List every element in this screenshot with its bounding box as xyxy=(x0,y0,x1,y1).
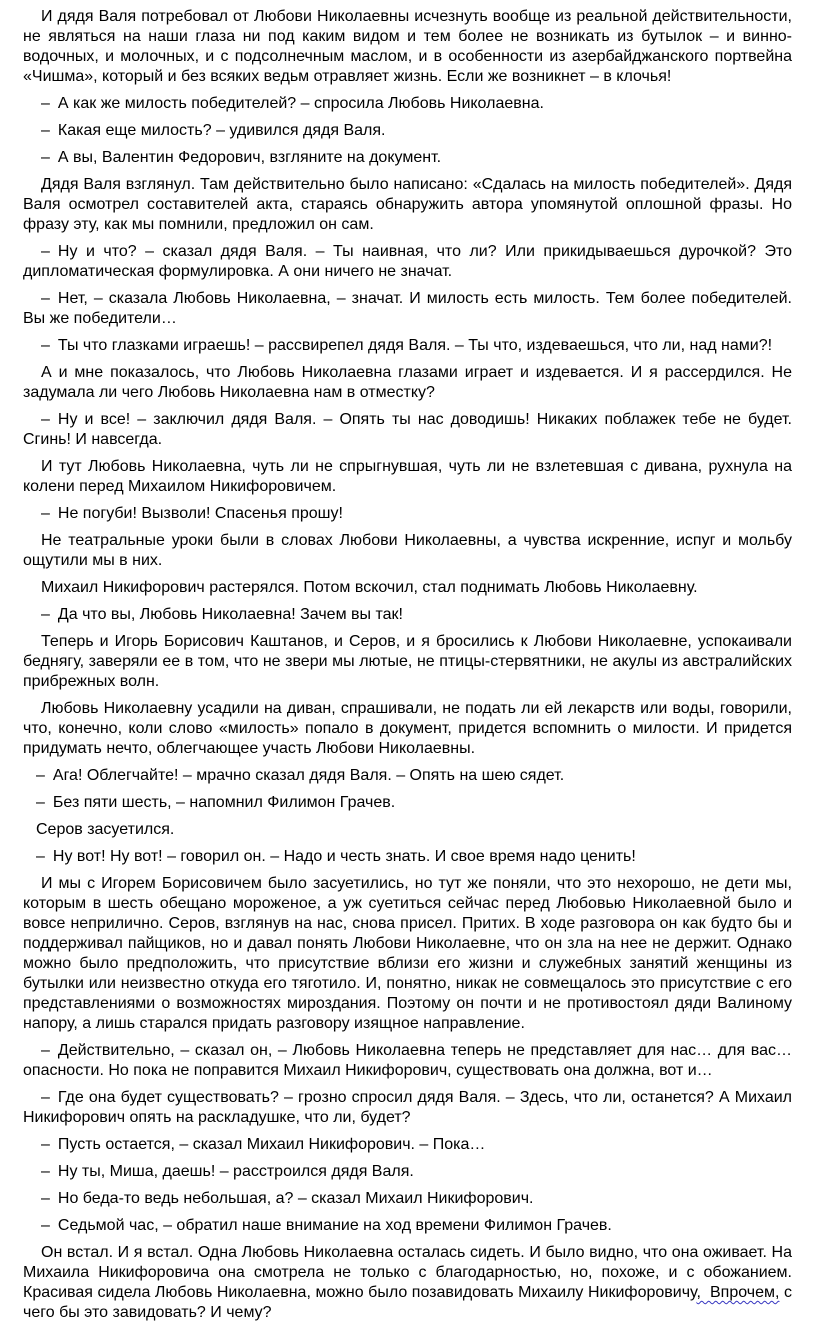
narrative-paragraph xyxy=(23,578,792,598)
narrative-paragraph xyxy=(23,457,792,497)
text-run: Любовь Николаевну усадили на диван, спрашивали, не подать ли ей лекарств или воды, говорили, что, конечно, коли слово «милость» попало в документ, придется вспомнить о милости. И придется придумать нечто, облегчающее участь Любови Николаевны. xyxy=(23,700,792,757)
text-run: – Седьмой час, – обратил наше внимание на ход времени Филимон Грачев. xyxy=(41,1217,612,1234)
text-run: – Ну ты, Миша, даешь! – расстроился дядя Валя. xyxy=(41,1163,414,1180)
text-run: – Ну и что? – сказал дядя Валя. – Ты наивная, что ли? Или прикидываешься дурочкой? Это дипломатическая формулировка. А они ничего не значат. xyxy=(23,243,792,280)
text-run: – Ну и все! – заключил дядя Валя. – Опять ты нас доводишь! Никаких поблажек тебе не будет. Сгинь! И навсегда. xyxy=(23,411,792,448)
text-run: – Ага! Облегчайте! – мрачно сказал дядя Валя. – Опять на шею сядет. xyxy=(36,767,565,784)
narrative-paragraph xyxy=(23,7,792,87)
dialogue-paragraph xyxy=(23,793,792,813)
narrative-paragraph xyxy=(23,363,792,403)
text-run: Не театральные уроки были в словах Любови Николаевны, а чувства искренние, испуг и мольбу ощутили мы в них. xyxy=(23,532,792,569)
narrative-paragraph xyxy=(23,820,792,840)
text-run: Серов засуетился. xyxy=(36,821,175,838)
narrative-paragraph xyxy=(23,1243,792,1323)
text-run: – Действительно, – сказал он, – Любовь Николаевна теперь не представляет для нас… для вас… опасности. Но пока не поправится Михаил Никифорович, существовать она должна, вот и… xyxy=(23,1042,792,1079)
text-run: И тут Любовь Николаевна, чуть ли не спрыгнувшая, чуть ли не взлетевшая с дивана, рухнула на колени перед Михаилом Никифоровичем. xyxy=(23,458,792,495)
dialogue-paragraph xyxy=(23,847,792,867)
dialogue-paragraph xyxy=(23,336,792,356)
text-run: Теперь и Игорь Борисович Каштанов, и Серов, и я бросились к Любови Николаевне, успокаивали беднягу, заверяли ее в том, что не звери мы лютые, не птицы-стервятники, не акулы из австралийских прибрежных волн. xyxy=(23,633,792,690)
dialogue-paragraph xyxy=(23,410,792,450)
text-run: – Ну вот! Ну вот! – говорил он. – Надо и честь знать. И свое время надо ценить! xyxy=(36,848,636,865)
dialogue-paragraph xyxy=(23,1216,792,1236)
dialogue-paragraph xyxy=(23,1041,792,1081)
text-run: – Без пяти шесть, – напомнил Филимон Грачев. xyxy=(36,794,396,811)
dialogue-paragraph xyxy=(23,121,792,141)
dialogue-paragraph xyxy=(23,289,792,329)
dialogue-paragraph xyxy=(23,504,792,524)
text-run: с чего бы это завидовать? И чему? xyxy=(23,1284,793,1321)
text-run: – Да что вы, Любовь Николаевна! Зачем вы так! xyxy=(41,606,403,623)
dialogue-paragraph xyxy=(23,605,792,625)
text-run: – Какая еще милость? – удивился дядя Валя. xyxy=(41,122,386,139)
spellcheck-squiggle[interactable]: , Впрочем, xyxy=(696,1284,780,1301)
text-run: – Нет, – сказала Любовь Николаевна, – значат. И милость есть милость. Тем более победителей. Вы же победители… xyxy=(23,290,792,327)
narrative-paragraph xyxy=(23,699,792,759)
text-run: И дядя Валя потребовал от Любови Николаевны исчезнуть вообще из реальной действительности, не являться на наши глаза ни под каким видом и тем более не возникать из бутылок – и винно-водочных, и молочных, и с подсолнечным маслом, и в особенности из азербайджанского портвейна «Чишма», который и без всяких ведьм отравляет жизнь. Если же возникнет – в клочья! xyxy=(23,8,792,85)
text-run: – Ты что глазками играешь! – рассвирепел дядя Валя. – Ты что, издеваешься, что ли, над нами?! xyxy=(41,337,773,354)
text-run: – Но беда-то ведь небольшая, а? – сказал Михаил Никифорович. xyxy=(41,1190,534,1207)
dialogue-paragraph xyxy=(23,1135,792,1155)
text-run: – Не погуби! Вызволи! Спасенья прошу! xyxy=(41,505,343,522)
text-run: – А как же милость победителей? – спросила Любовь Николаевна. xyxy=(41,95,544,112)
text-run: Дядя Валя взглянул. Там действительно было написано: «Сдалась на милость победителей». Дядя Валя осмотрел составителей акта, стараясь обнаружить автора упомянутой оплошной фразы. Но фразу эту, как мы помнили, предложил он сам. xyxy=(23,176,792,233)
dialogue-paragraph xyxy=(23,148,792,168)
narrative-paragraph xyxy=(23,632,792,692)
dialogue-paragraph xyxy=(23,242,792,282)
narrative-paragraph xyxy=(23,874,792,1034)
dialogue-paragraph xyxy=(23,1088,792,1128)
text-run: А и мне показалось, что Любовь Николаевна глазами играет и издевается. И я рассердился. Не задумала ли чего Любовь Николаевна нам в отместку? xyxy=(23,364,792,401)
text-run: Михаил Никифорович растерялся. Потом вскочил, стал поднимать Любовь Николаевну. xyxy=(41,579,698,596)
dialogue-paragraph xyxy=(23,766,792,786)
narrative-paragraph xyxy=(23,175,792,235)
text-run: – Где она будет существовать? – грозно спросил дядя Валя. – Здесь, что ли, останется? А Михаил Никифорович опять на раскладушке, что ли, будет? xyxy=(23,1089,792,1126)
text-run: И мы с Игорем Борисовичем было засуетились, но тут же поняли, что это нехорошо, не дети мы, которым в шесть обещано мороженое, а уж суетиться сейчас перед Любовью Николаевной было и вовсе неприлично. Серов, взглянув на нас, снова присел. Притих. В ходе разговора он как будто бы и поддерживал пайщиков, но и давал понять Любови Николаевне, что он зла на нее не держит. Однако можно было предположить, что присутствие вблизи его жизни и служебных занятий женщины из бутылки или неизвестно откуда его тяготило. И, понятно, никак не совмещалось это присутствие с его представлениями о возможностях мироздания. Поэтому он почти и не противостоял дяди Валиному напору, а лишь старался придать разговору изящное направление. xyxy=(23,875,792,1032)
narrative-paragraph xyxy=(23,531,792,571)
dialogue-paragraph xyxy=(23,94,792,114)
text-run: Он встал. И я встал. Одна Любовь Николаевна осталась сидеть. И было видно, что она оживает. На Михаила Никифоровича она смотрела не только с благодарностью, но, похоже, и с обожанием. Красивая сидела Любовь Николаевна, можно было позавидовать Михаилу Никифоровичу xyxy=(23,1244,792,1301)
text-run: – А вы, Валентин Федорович, взгляните на документ. xyxy=(41,149,442,166)
dialogue-paragraph xyxy=(23,1189,792,1209)
dialogue-paragraph xyxy=(23,1162,792,1182)
text-run: – Пусть остается, – сказал Михаил Никифорович. – Пока… xyxy=(41,1136,486,1153)
